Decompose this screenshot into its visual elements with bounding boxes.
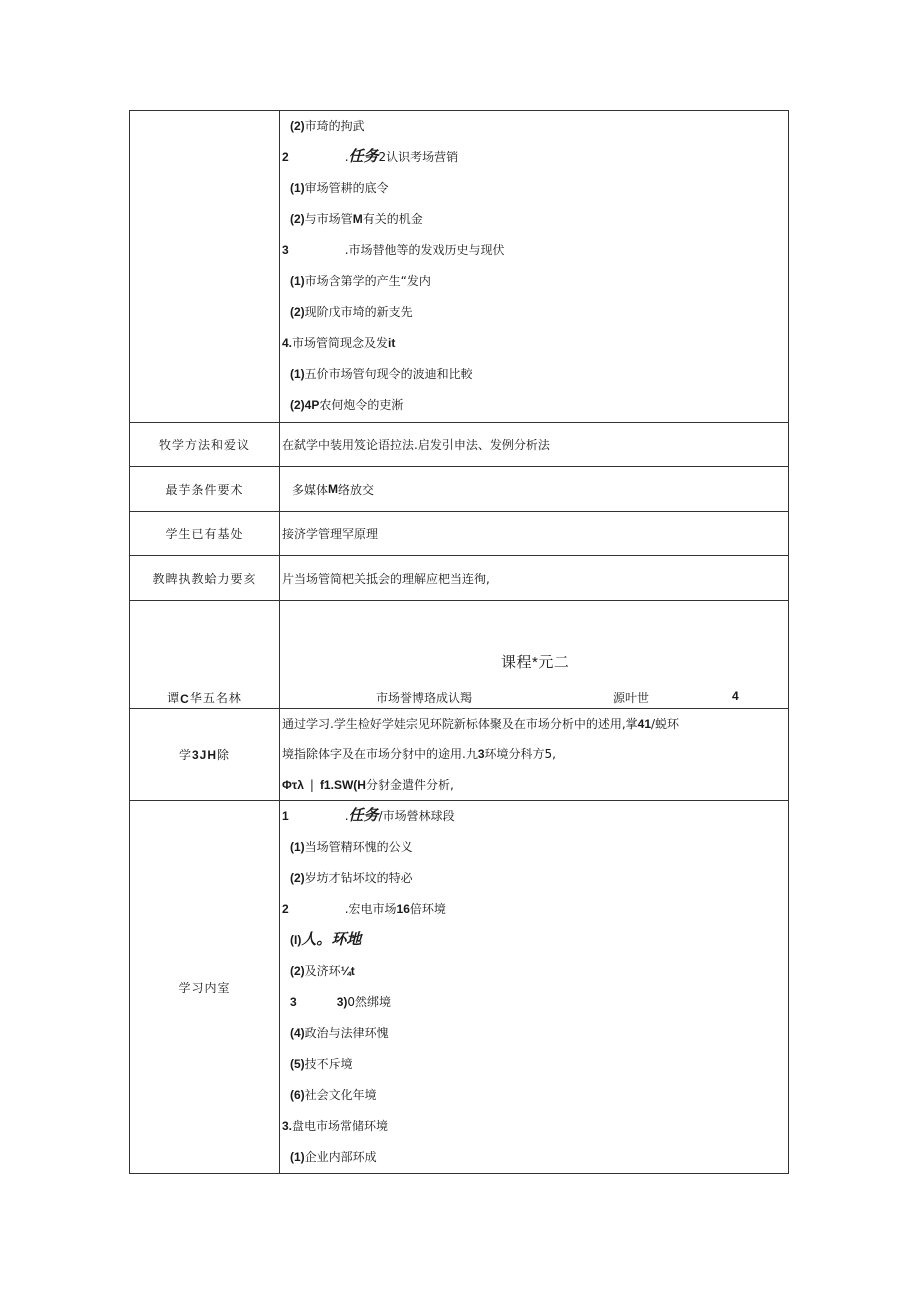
content-line: (2)4P农何炮令的吏淅 xyxy=(290,398,404,412)
content-line: (1)五价市场管句现令的波迪和比較 xyxy=(290,367,473,381)
unit2-name-value: 市场誉博珞成认羯 xyxy=(376,691,473,705)
syllabus-table xyxy=(129,110,789,1174)
content-line: (1)审场管耕的底令 xyxy=(290,181,389,195)
unit2-hours-label: 源叶世 xyxy=(613,691,650,705)
conditions-row xyxy=(130,466,788,511)
methods-cell xyxy=(280,423,788,466)
content-line: (2)市琦的拘武 xyxy=(290,119,365,133)
content-line: 2 .任务2认识考场营销 xyxy=(282,149,459,165)
methods-row xyxy=(130,422,788,466)
goals-line: Φτλ | f1.SW(H分豺金遣件分析, xyxy=(282,778,454,792)
teacher-value: 片当场管简杷关抵会的理解应杷当连徇, xyxy=(282,571,490,586)
unit2-goals-row xyxy=(130,708,788,800)
conditions-cell xyxy=(280,467,788,511)
goals-line: 境指除体字及在市场分豺中的途用.九3环境分科方5, xyxy=(282,747,556,761)
unit2-header-cell xyxy=(280,601,788,708)
teacher-cell xyxy=(280,556,788,600)
unit2-content-cell xyxy=(280,801,788,1173)
content-line: (I)人。环地 xyxy=(290,932,362,948)
basis-cell xyxy=(280,512,788,555)
content-line: (1)当场管精环愧的公义 xyxy=(290,840,413,854)
unit2-header-row xyxy=(130,600,788,708)
content-line: (6)社会文化年境 xyxy=(290,1088,377,1102)
conditions-value: 多媒体 M 络放交 xyxy=(292,482,375,497)
content-line: 3 3)0然绑境 xyxy=(290,995,391,1009)
unit1-content-row xyxy=(130,111,788,422)
content-line: (2)岁坊才钻坏坟的特必 xyxy=(290,871,413,885)
content-line: (2)现阶戊市埼的新支先 xyxy=(290,305,413,319)
unit2-title: 课程*元二 xyxy=(501,654,570,671)
content-line: (5)技不斥境 xyxy=(290,1057,353,1071)
unit2-hours-value: 4 xyxy=(732,689,739,703)
content-line: 3.盘电市场常储环境 xyxy=(282,1119,389,1133)
content-line: 2 .宏电市场16倍环境 xyxy=(282,902,446,916)
methods-label: 牧学方法和爱议 xyxy=(130,423,280,466)
unit2-content-label: 学习内室 xyxy=(130,801,280,1173)
teacher-row xyxy=(130,555,788,600)
content-line: (4)政治与法律环愧 xyxy=(290,1026,389,1040)
unit2-name-label: 谭 C 华五名林 xyxy=(130,601,280,708)
unit2-content-row xyxy=(130,800,788,1173)
methods-value: 在弑学中装用笈论语拉法.启发引申法、发例分析法 xyxy=(282,438,550,452)
goals-line: 通过学习.学生检好学娃宗见环院新标体聚及在市场分析中的述用,掌41/蜕环 xyxy=(282,717,680,731)
content-line: 4.市场管简现念及发it xyxy=(282,336,396,350)
unit2-goals-cell xyxy=(280,709,788,800)
content-line: (2)及济环¼t xyxy=(290,964,355,978)
content-line: (1)企业内部环成 xyxy=(290,1150,377,1164)
basis-row xyxy=(130,511,788,555)
basis-label: 学生已有基处 xyxy=(130,512,280,555)
unit1-content-label-cell xyxy=(130,111,280,422)
content-line: 1 .任务/市场營林球段 xyxy=(282,808,455,824)
content-line: 3 .市场替他等的发戏历史与现伏 xyxy=(282,243,505,257)
content-line: (1)市场含第学的产生“发内 xyxy=(290,274,431,288)
unit2-goals-label: 学 3JH 除 xyxy=(130,709,280,800)
content-line: (2)与市场管M有关的机金 xyxy=(290,212,423,226)
teacher-label: 教睥执教蛤力要亥 xyxy=(130,556,280,600)
unit1-content-cell xyxy=(280,111,788,422)
basis-value: 接济学管理罕原理 xyxy=(282,527,379,541)
conditions-label: 最芋条件要术 xyxy=(130,467,280,511)
